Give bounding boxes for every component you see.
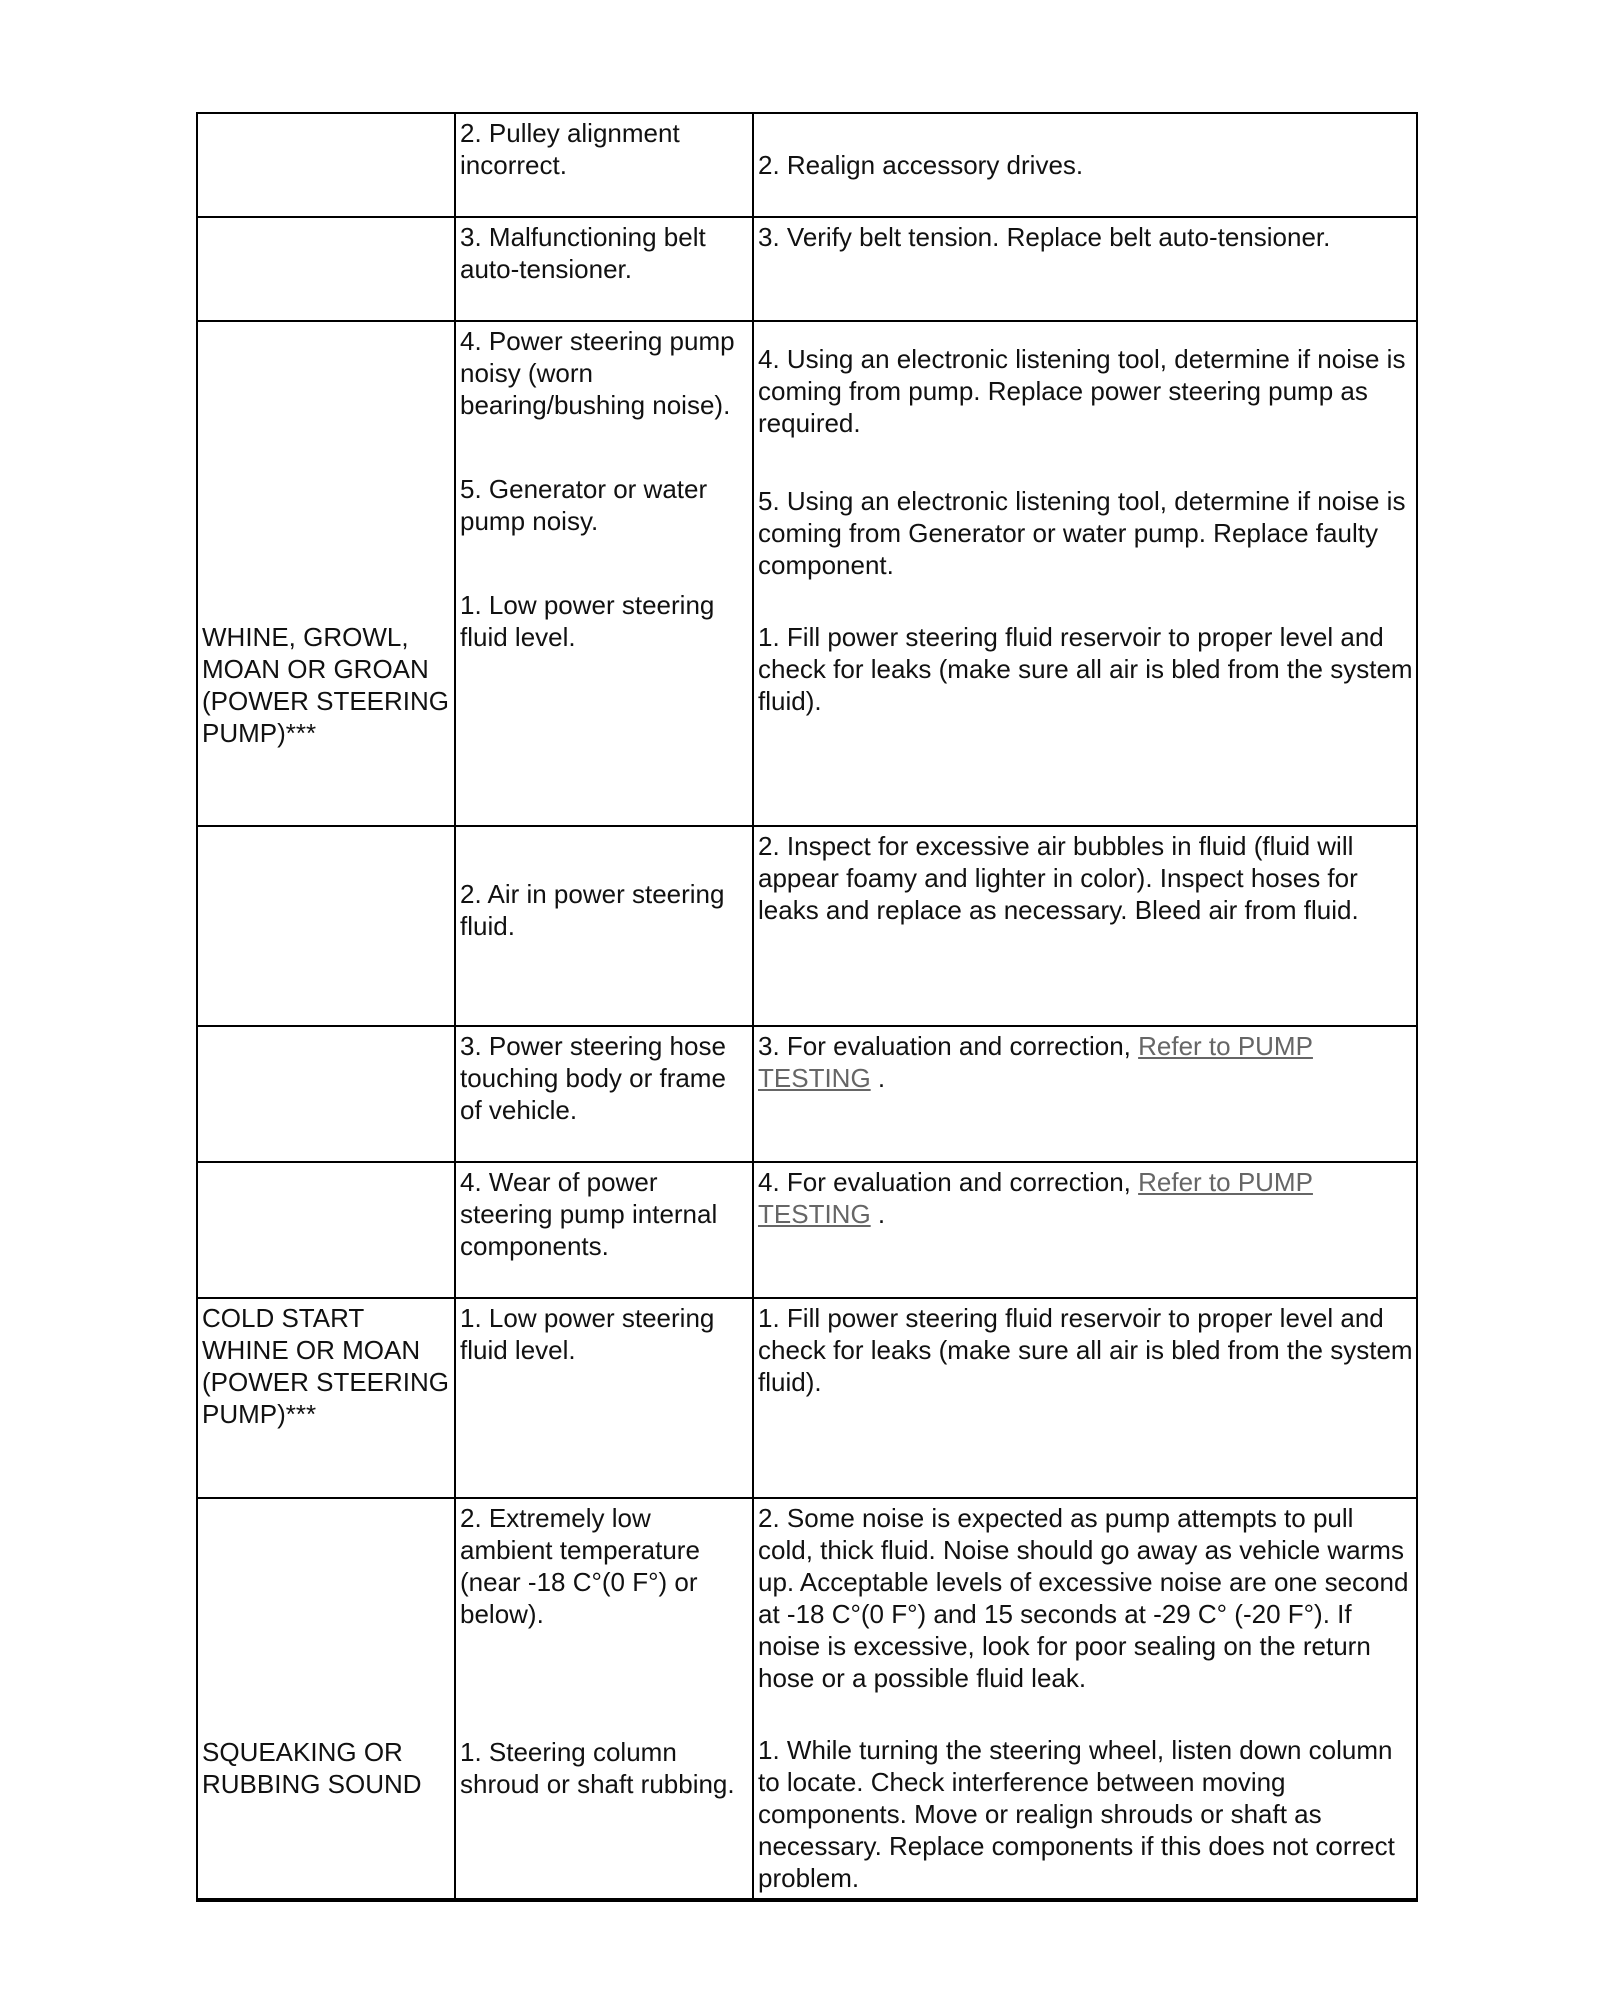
- cause-entry: 3. Malfunctioning belt auto-tensioner.: [460, 222, 706, 284]
- cause-entry: 2. Extremely low ambient temperature (near -18 C°(0 F°) or below).: [460, 1503, 700, 1629]
- correction-entry: 1. While turning the steering wheel, listen down column to locate. Check interference between moving components. Move or realign shrouds or shaft as necessary. Replace components if this does not correct problem.: [758, 1735, 1395, 1893]
- correction-entry: 2. Realign accessory drives.: [758, 149, 1084, 180]
- cause-cell: [455, 113, 753, 217]
- correction-entry: 2. Some noise is expected as pump attempts to pull cold, thick fluid. Noise should go away as vehicle warms up. Acceptable levels of excessive noise are one second at -18 C°(0 F°) and 15 seconds at -29 C° (-20 F°). If noise is excessive, look for poor sealing on the return hose or a possible fluid leak.: [758, 1503, 1409, 1693]
- correction-entry: 3. For evaluation and correction,: [758, 1031, 1131, 1061]
- correction-entry: 4. For evaluation and correction,: [758, 1167, 1131, 1197]
- symptom-cell: [197, 1026, 455, 1162]
- table-row: [197, 1498, 1417, 1900]
- symptom-cell: [197, 1298, 455, 1498]
- cause-entry: 1. Low power steering fluid level.: [460, 590, 715, 652]
- symptom-cell: [197, 1498, 455, 1900]
- table-row: [197, 1026, 1417, 1162]
- cause-entry: 3. Power steering hose touching body or frame of vehicle.: [460, 1031, 726, 1125]
- correction-entry: 1. Fill power steering fluid reservoir to proper level and check for leaks (make sure all air is bled from the system fluid).: [758, 622, 1413, 716]
- troubleshooting-table: [196, 112, 1418, 1902]
- correction-entry: 2. Inspect for excessive air bubbles in fluid (fluid will appear foamy and lighter in color). Inspect hoses for leaks and replace as necessary. Bleed air from fluid.: [758, 831, 1359, 925]
- symptom-cell: [197, 826, 455, 1026]
- symptom-label: SQUEAKING OR RUBBING SOUND: [202, 1737, 422, 1799]
- cause-cell: [455, 321, 753, 826]
- cause-cell: [455, 1026, 753, 1162]
- symptom-cell: [197, 321, 455, 826]
- symptom-cell: [197, 113, 455, 217]
- cause-entry: 1. Steering column shroud or shaft rubbing.: [460, 1737, 735, 1799]
- cause-entry: 2. Air in power steering fluid.: [460, 879, 725, 941]
- cause-entry: 2. Pulley alignment incorrect.: [460, 118, 680, 180]
- correction-cell: [753, 321, 1417, 826]
- cause-cell: [455, 1162, 753, 1298]
- correction-cell: [753, 826, 1417, 1026]
- correction-cell: [753, 217, 1417, 321]
- cause-cell: [455, 217, 753, 321]
- symptom-cell: [197, 1162, 455, 1298]
- correction-entry: 5. Using an electronic listening tool, determine if noise is coming from Generator or water pump. Replace faulty component.: [758, 486, 1406, 580]
- correction-entry: 4. Using an electronic listening tool, determine if noise is coming from pump. Replace power steering pump as required.: [758, 344, 1406, 438]
- cause-cell: [455, 826, 753, 1026]
- correction-cell: [753, 113, 1417, 217]
- cause-entry: 4. Power steering pump noisy (worn bearing/bushing noise).: [460, 326, 735, 420]
- cause-entry: 1. Low power steering fluid level.: [460, 1303, 715, 1365]
- correction-cell: [753, 1498, 1417, 1900]
- correction-end: .: [877, 1063, 886, 1093]
- table-row: [197, 1162, 1417, 1298]
- table-row: [197, 321, 1417, 826]
- pump-testing-link[interactable]: Refer to PUMP TESTING: [758, 1167, 1313, 1229]
- table-row: [197, 113, 1417, 217]
- correction-cell: [753, 1298, 1417, 1498]
- symptom-cell: [197, 217, 455, 321]
- correction-entry: 3. Verify belt tension. Replace belt auto-tensioner.: [758, 222, 1331, 252]
- pump-testing-link[interactable]: Refer to PUMP TESTING: [758, 1031, 1313, 1093]
- cause-cell: [455, 1298, 753, 1498]
- cause-entry: 4. Wear of power steering pump internal components.: [460, 1167, 718, 1261]
- correction-entry: 1. Fill power steering fluid reservoir to proper level and check for leaks (make sure all air is bled from the system fluid).: [758, 1303, 1413, 1397]
- table-row: [197, 217, 1417, 321]
- cause-cell: [455, 1498, 753, 1900]
- symptom-label: COLD START WHINE OR MOAN (POWER STEERING PUMP)***: [202, 1303, 450, 1429]
- cause-entry: 5. Generator or water pump noisy.: [460, 474, 708, 536]
- correction-end: .: [877, 1199, 886, 1229]
- symptom-label: WHINE, GROWL, MOAN OR GROAN (POWER STEERING PUMP)***: [202, 622, 450, 748]
- table-row: [197, 1298, 1417, 1498]
- correction-cell: [753, 1026, 1417, 1162]
- correction-cell: [753, 1162, 1417, 1298]
- table-row: [197, 826, 1417, 1026]
